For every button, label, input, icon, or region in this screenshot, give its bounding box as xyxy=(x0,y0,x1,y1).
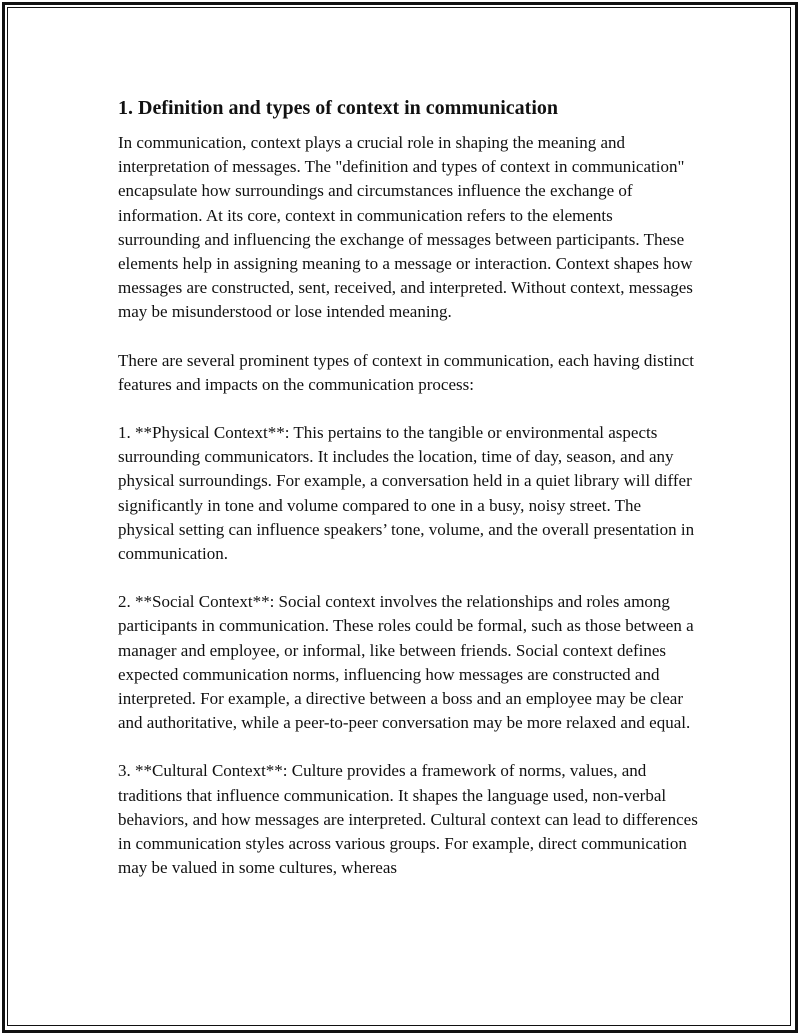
paragraph-types-overview: There are several prominent types of context in communication, each having distinct features and impacts on the communication process: xyxy=(118,350,694,394)
paragraph-introduction: In communication, context plays a crucial role in shaping the meaning and interpretation of messages. The "definition and types of context in communication" encapsulate how surroundings and circumstances influence the exchange of information. At its core, context in communication refers to the elements surrounding and influencing the exchange of messages between participants. These elements help in assigning meaning to a message or interaction. Context shapes how messages are constructed, sent, received, and interpreted. Without context, messages may be misunderstood or lose intended meaning. xyxy=(118,133,693,322)
paragraph-social-context: 2. **Social Context**: Social context involves the relationships and roles among participants in communication. These roles could be formal, such as those between a manager and employee, or informal, like between friends. Social context defines expected communication norms, influencing how messages are constructed and interpreted. For example, a directive between a boss and an employee may be clear and authoritative, while a peer-to-peer conversation may be more relaxed and equal. xyxy=(118,592,694,733)
section-heading: 1. Definition and types of context in communication xyxy=(118,97,558,119)
document-body xyxy=(118,93,698,904)
paragraph-physical-context: 1. **Physical Context**: This pertains to the tangible or environmental aspects surrounding communicators. It includes the location, time of day, season, and any physical surroundings. For example, a conversation held in a quiet library will differ significantly in tone and volume compared to one in a busy, noisy street. The physical setting can influence speakers’ tone, volume, and the overall presentation in communication. xyxy=(118,423,695,564)
paragraph-cultural-context: 3. **Cultural Context**: Culture provides a framework of norms, values, and traditions that influence communication. It shapes the language used, non-verbal behaviors, and how messages are interpreted. Cultural context can lead to differences in communication styles across various groups. For example, direct communication may be valued in some cultures, whereas xyxy=(118,761,698,878)
